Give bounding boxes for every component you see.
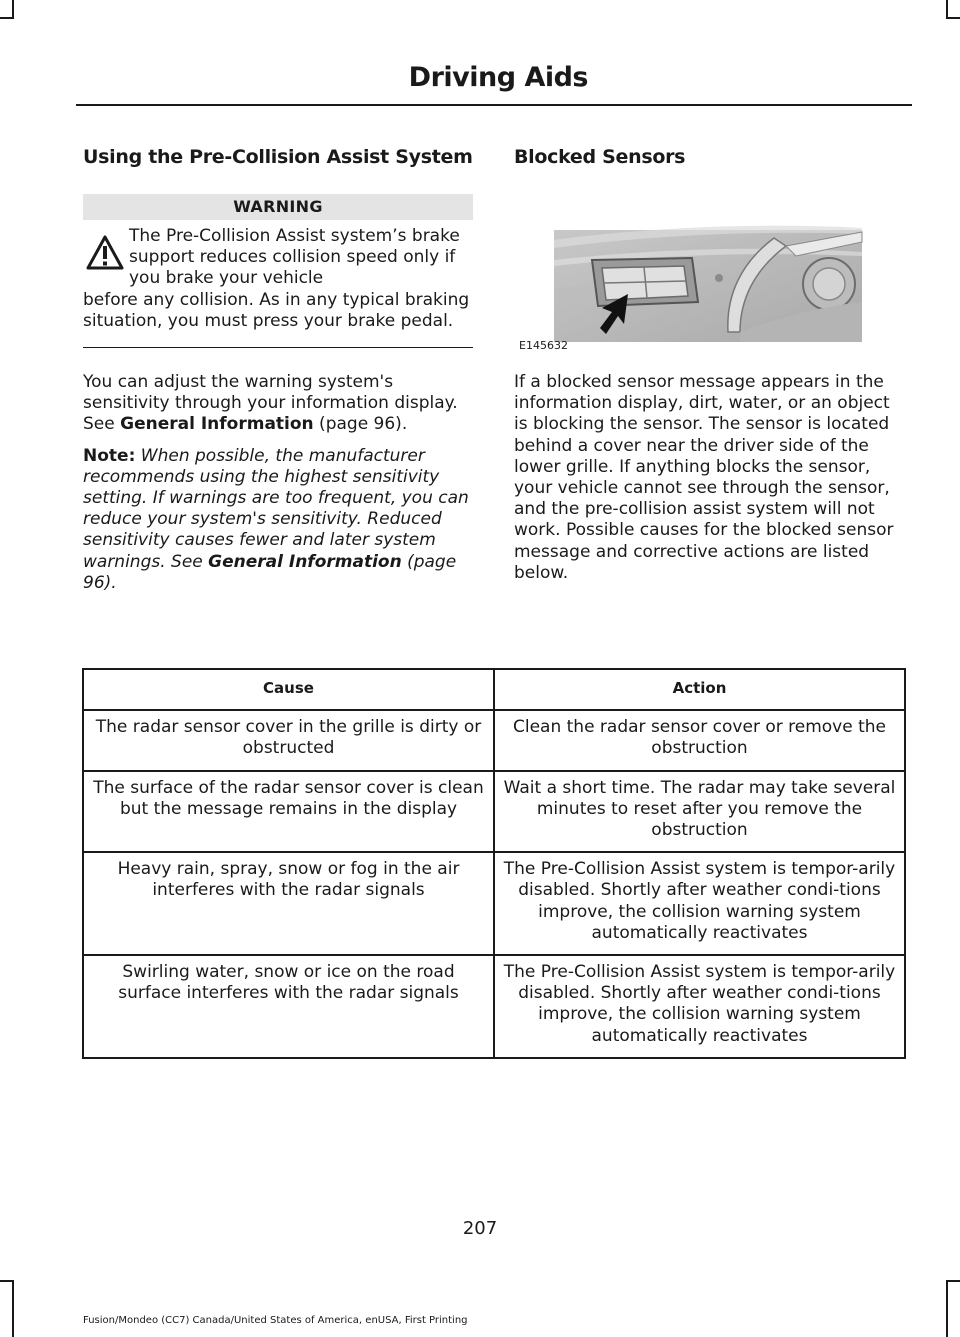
note-label: Note: bbox=[83, 445, 136, 466]
page-title: Driving Aids bbox=[408, 62, 588, 93]
column-header-cause: Cause bbox=[83, 669, 494, 710]
warning-divider bbox=[83, 347, 473, 348]
table-row bbox=[83, 771, 905, 853]
action-cell: The Pre-Collision Assist system is tempor-arily disabled. Shortly after weather condi-tions improve, the collision warning system automatically reactivates bbox=[494, 955, 905, 1058]
crop-mark bbox=[12, 0, 14, 18]
warning-label: WARNING bbox=[83, 194, 473, 220]
table-header-row bbox=[83, 669, 905, 710]
warning-triangle-icon bbox=[85, 234, 125, 272]
sensor-figure bbox=[514, 182, 864, 354]
table-row bbox=[83, 710, 905, 770]
figure-label: E145632 bbox=[519, 339, 568, 352]
crop-mark bbox=[0, 17, 14, 19]
crop-mark bbox=[946, 17, 960, 19]
warning-text-indent: The Pre-Collision Assist system’s brake support reduces collision speed only if you brake your vehicle bbox=[129, 226, 460, 289]
footer-text: Fusion/Mondeo (CC7) Canada/United States of America, enUSA, First Printing bbox=[83, 1315, 468, 1326]
section-heading: Blocked Sensors bbox=[514, 146, 686, 168]
header-divider bbox=[76, 104, 912, 106]
warning-box bbox=[83, 226, 473, 332]
cause-cell: Swirling water, snow or ice on the road surface interferes with the radar signals bbox=[83, 955, 494, 1058]
table-row bbox=[83, 955, 905, 1058]
note-text: When possible, the manufacturer recommends using the highest sensitivity setting. If warnings are too frequent, you can reduce your system's sensitivity. Reduced sensitivity causes fewer and later system warnings. See bbox=[83, 445, 469, 572]
right-column bbox=[514, 146, 906, 584]
column-header-action: Action bbox=[494, 669, 905, 710]
crop-mark bbox=[0, 1280, 14, 1282]
crop-mark bbox=[946, 0, 948, 18]
front-grille-sensor-illustration bbox=[514, 182, 864, 354]
cause-cell: The surface of the radar sensor cover is clean but the message remains in the display bbox=[83, 771, 494, 853]
section-heading: Using the Pre-Collision Assist System bbox=[83, 146, 473, 168]
action-cell: Clean the radar sensor cover or remove the obstruction bbox=[494, 710, 905, 770]
table-row bbox=[83, 852, 905, 955]
causes-actions-table bbox=[82, 668, 906, 1059]
general-information-link[interactable]: General Information bbox=[120, 414, 314, 435]
crop-mark bbox=[12, 1280, 14, 1337]
cause-cell: The radar sensor cover in the grille is dirty or obstructed bbox=[83, 710, 494, 770]
sensitivity-paragraph bbox=[83, 372, 473, 436]
general-information-link[interactable]: General Information bbox=[208, 551, 402, 572]
note-paragraph bbox=[83, 446, 473, 594]
sensitivity-text: You can adjust the warning system's sensitivity through your information display. See bbox=[83, 372, 458, 435]
crop-mark bbox=[946, 1280, 960, 1282]
left-column bbox=[83, 146, 473, 594]
cause-cell: Heavy rain, spray, snow or fog in the air interferes with the radar signals bbox=[83, 852, 494, 955]
action-cell: Wait a short time. The radar may take several minutes to reset after you remove the obstruction bbox=[494, 771, 905, 853]
page-reference: (page 96). bbox=[83, 551, 457, 593]
page-reference: (page 96). bbox=[313, 414, 408, 435]
action-cell: The Pre-Collision Assist system is tempor-arily disabled. Shortly after weather condi-tions improve, the collision warning system automatically reactivates bbox=[494, 852, 905, 955]
warning-text-rest: before any collision. As in any typical braking situation, you must press your brake pedal. bbox=[83, 289, 470, 331]
blocked-sensor-paragraph: If a blocked sensor message appears in the information display, dirt, water, or an object is blocking the sensor. The sensor is located behind a cover near the driver side of the lower grille. If anything blocks the sensor, your vehicle cannot see through the sensor, and the pre-collision assist system will not work. Possible causes for the blocked sensor message and corrective actions are listed below. bbox=[514, 372, 894, 583]
crop-mark bbox=[946, 1280, 948, 1337]
page-number: 207 bbox=[462, 1218, 498, 1239]
